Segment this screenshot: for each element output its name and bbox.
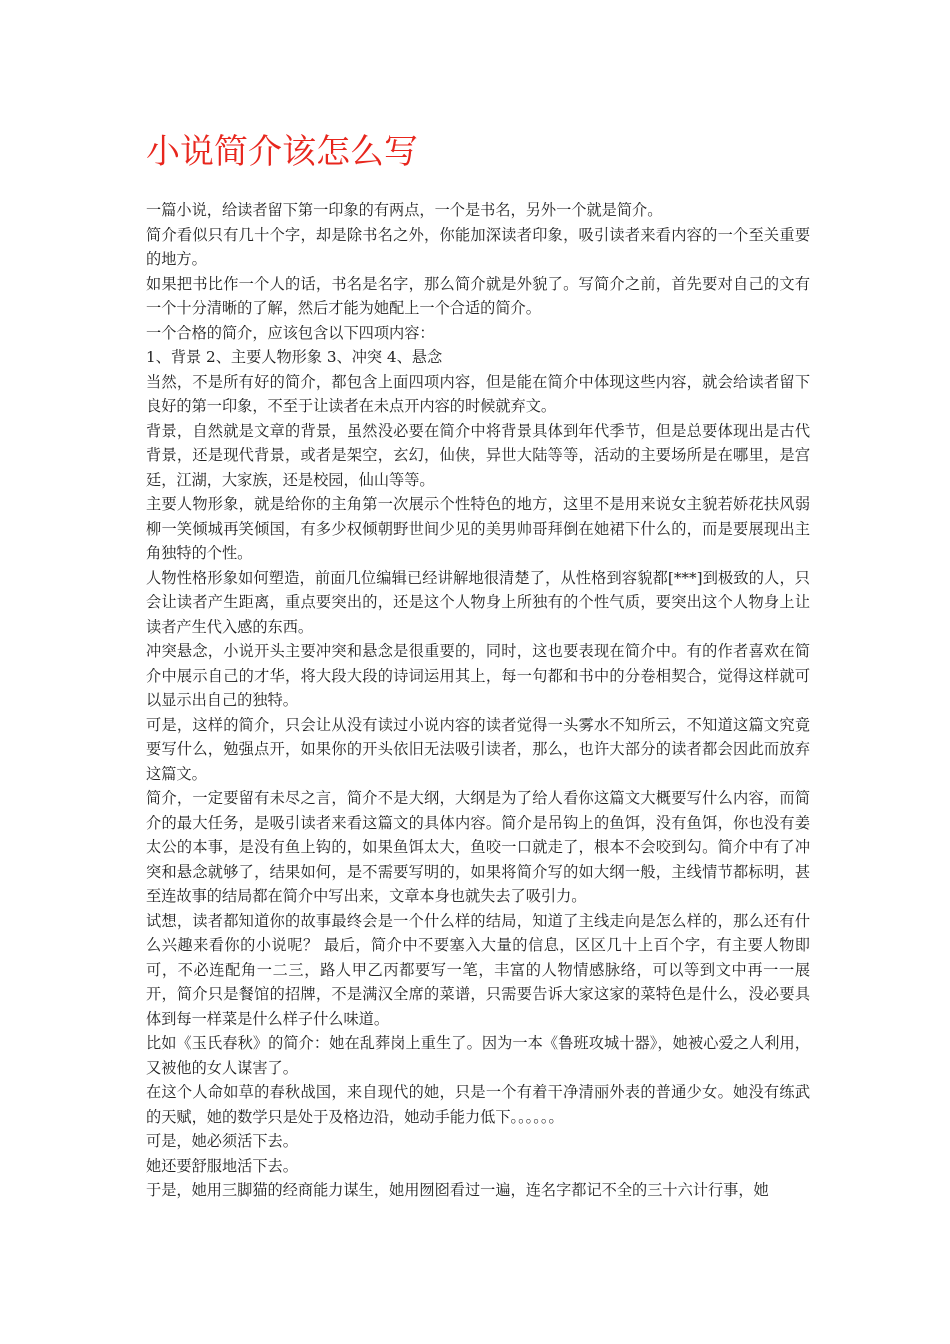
document-body — [146, 198, 810, 1203]
document-title: 小说简介该怎么写 — [146, 132, 418, 172]
paragraph: 试想，读者都知道你的故事最终会是一个什么样的结局，知道了主线走向是怎么样的，那么还有什么兴趣来看你的小说呢？ 最后，简介中不要塞入大量的信息，区区几十上百个字，有主要人物即可，不必连配角一二三，路人甲乙丙都要写一笔，丰富的人物情感脉络，可以等到文中再一一展开，简介只是餐馆的招牌，不是满汉全席的菜谱，只需要告诉大家这家的菜特色是什么，没必要具体到每一样菜是什么样子什么味道。 — [146, 911, 810, 1028]
paragraph: 简介看似只有几十个字，却是除书名之外，你能加深读者印象，吸引读者来看内容的一个至关重要的地方。 — [146, 225, 810, 268]
paragraph: 一篇小说，给读者留下第一印象的有两点，一个是书名，另外一个就是简介。 — [146, 201, 663, 219]
paragraph: 在这个人命如草的春秋战国，来自现代的她，只是一个有着干净清丽外表的普通少女。她没有练武的天赋，她的数学只是处于及格边沿，她动手能力低下。。。。。。 — [146, 1083, 810, 1126]
paragraph: 她还要舒服地活下去。 — [146, 1156, 298, 1175]
document-page — [146, 128, 810, 1203]
paragraph: 简介，一定要留有未尽之言，简介不是大纲，大纲是为了给人看你这篇文大概要写什么内容，而简介的最大任务，是吸引读者来看这篇文的具体内容。简介是吊钩上的鱼饵，没有鱼饵，你也没有姜太公的本事，是没有鱼上钩的，如果鱼饵太大，鱼咬一口就走了，根本不会咬到勾。简介中有了冲突和悬念就够了，结果如何，是不需要写明的，如果将简介写的如大纲一般，主线情节都标明，甚至连故事的结局都在简介中写出来，文章本身也就失去了吸引力。 — [146, 789, 810, 905]
paragraph: 当然，不是所有好的简介，都包含上面四项内容，但是能在简介中体现这些内容，就会给读者留下良好的第一印象，不至于让读者在未点开内容的时候就弃文。 — [146, 372, 810, 415]
paragraph: 人物性格形象如何塑造，前面几位编辑已经讲解地很清楚了，从性格到容貌都[***]到极致的人，只会让读者产生距离，重点要突出的，还是这个人物身上所独有的个性气质，要突出这个人物身上让读者产生代入感的东西。 — [146, 568, 810, 636]
paragraph: 冲突悬念，小说开头主要冲突和悬念是很重要的，同时，这也要表现在简介中。有的作者喜欢在简介中展示自己的才华，将大段大段的诗词运用其上，每一句都和书中的分卷相契合，觉得这样就可以显示出自己的独特。 — [146, 642, 810, 709]
paragraph: 比如《玉氏春秋》的简介：她在乱葬岗上重生了。因为一本《鲁班攻城十器》，她被心爱之人利用，又被他的女人谋害了。 — [146, 1034, 810, 1077]
paragraph: 可是，这样的简介，只会让从没有读过小说内容的读者觉得一头雾水不知所云，不知道这篇文究竟要写什么，勉强点开，如果你的开头依旧无法吸引读者，那么，也许大部分的读者都会因此而放弃这篇文。 — [146, 715, 810, 783]
paragraph: 如果把书比作一个人的话，书名是名字，那么简介就是外貌了。写简介之前，首先要对自己的文有一个十分清晰的了解，然后才能为她配上一个合适的简介。 — [146, 274, 810, 317]
paragraph: 一个合格的简介，应该包含以下四项内容： — [146, 323, 435, 342]
paragraph: 于是，她用三脚猫的经商能力谋生，她用囫囵看过一遍，连名字都记不全的三十六计行事，她 — [146, 1181, 769, 1199]
paragraph: 主要人物形象，就是给你的主角第一次展示个性特色的地方，这里不是用来说女主貌若娇花扶风弱柳一笑倾城再笑倾国，有多少权倾朝野世间少见的美男帅哥拜倒在她裙下什么的，而是要展现出主角独特的个性。 — [146, 495, 810, 562]
paragraph: 可是，她必须活下去。 — [146, 1132, 298, 1150]
paragraph: 1、背景 2、主要人物形象 3、冲突 4、悬念 — [146, 348, 443, 366]
paragraph: 背景，自然就是文章的背景，虽然没必要在简介中将背景具体到年代季节，但是总要体现出是古代背景，还是现代背景，或者是架空，玄幻，仙侠，异世大陆等等，活动的主要场所是在哪里，是宫廷，江湖，大家族，还是校园，仙山等等。 — [146, 421, 810, 489]
